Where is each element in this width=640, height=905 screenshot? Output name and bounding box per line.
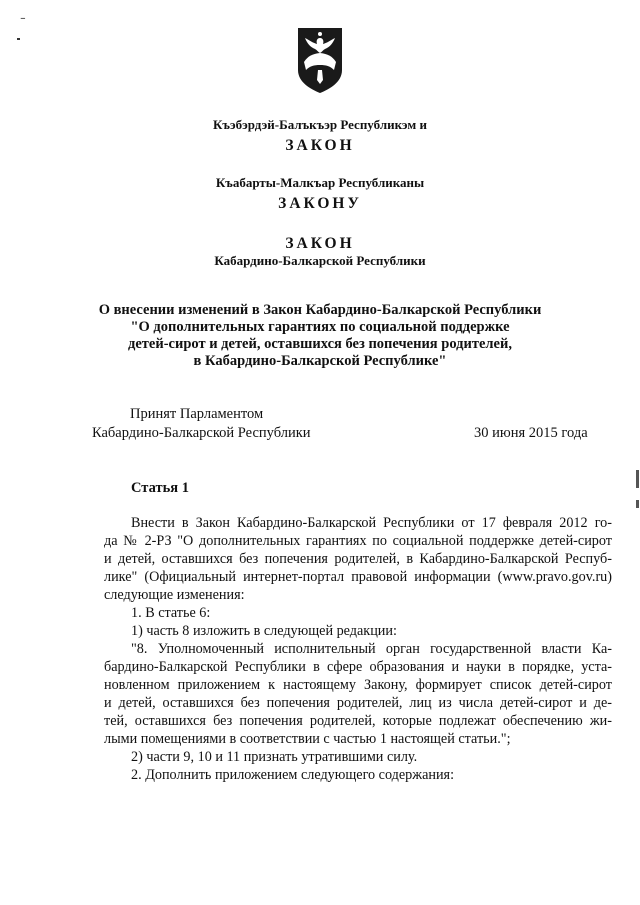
header-law-russian: ЗАКОН xyxy=(285,235,355,252)
article-text-line: лыми помещениями в соответствии с частью 1 настоящей статьи."; xyxy=(104,731,511,747)
scan-edge-mark xyxy=(636,500,639,508)
header-balkar-republic: Къабарты-Малкъар Республиканы xyxy=(215,175,425,190)
law-title-line: "О дополнительных гарантиях по социальной поддержке xyxy=(130,319,510,335)
coat-of-arms-emblem xyxy=(296,26,344,94)
article-text-line: бардино-Балкарской Республики в сфере образования и науки в порядке, уста- xyxy=(104,659,612,675)
article-text-line: 1) часть 8 изложить в следующей редакции: xyxy=(131,623,397,639)
article-text-line: и детей, оставшихся без попечения родителей, лиц из числа детей-сирот и де- xyxy=(104,695,612,711)
article-text-line: Внести в Закон Кабардино-Балкарской Республики от 17 февраля 2012 го- xyxy=(131,515,612,531)
article-text-line: "8. Уполномоченный исполнительный орган государственной власти Ка- xyxy=(131,641,612,657)
article-text-line: лике" (Официальный интернет-портал правовой информации (www.pravo.gov.ru) xyxy=(104,569,612,585)
header-russian-republic: Кабардино-Балкарской Республики xyxy=(214,253,426,268)
article-text-line: следующие изменения: xyxy=(104,587,245,603)
article-text-line: 2. Дополнить приложением следующего содержания: xyxy=(131,767,455,783)
article-text-line: новленном приложением к настоящему Закону, формирует список детей-сирот xyxy=(104,677,612,693)
scan-edge-mark xyxy=(636,470,639,488)
header-law-balkar: ЗАКОНУ xyxy=(278,195,362,212)
article-heading: Статья 1 xyxy=(131,480,189,496)
adopted-by-republic: Кабардино-Балкарской Республики xyxy=(92,425,311,441)
scan-speck xyxy=(17,38,20,40)
law-title-line: в Кабардино-Балкарской Республике" xyxy=(193,353,447,369)
law-title-line: О внесении изменений в Закон Кабардино-Балкарской Республики xyxy=(98,302,542,318)
article-text-line: 1. В статье 6: xyxy=(131,605,211,621)
scan-mark-glyph: ⁻ xyxy=(20,14,26,27)
header-law-kabardian: ЗАКОН xyxy=(285,137,355,154)
adopted-by-parliament: Принят Парламентом xyxy=(130,406,264,422)
article-text-line: да № 2-РЗ "О дополнительных гарантиях по социальной поддержке детей-сирот xyxy=(104,533,612,549)
law-title-line: детей-сирот и детей, оставшихся без попечения родителей, xyxy=(128,336,512,352)
scan-mark xyxy=(20,14,26,27)
adoption-date: 30 июня 2015 года xyxy=(474,425,588,441)
header-kabardian-republic: Къэбэрдэй-Балъкъэр Республикэм и xyxy=(212,117,428,132)
article-text-line: 2) части 9, 10 и 11 признать утратившими силу. xyxy=(131,749,418,765)
article-text-line: и детей, оставшихся без попечения родителей, в Кабардино-Балкарской Респуб- xyxy=(104,551,612,567)
article-text-line: тей, оставшихся без попечения родителей, которые подлежат обеспечению жи- xyxy=(104,713,612,729)
